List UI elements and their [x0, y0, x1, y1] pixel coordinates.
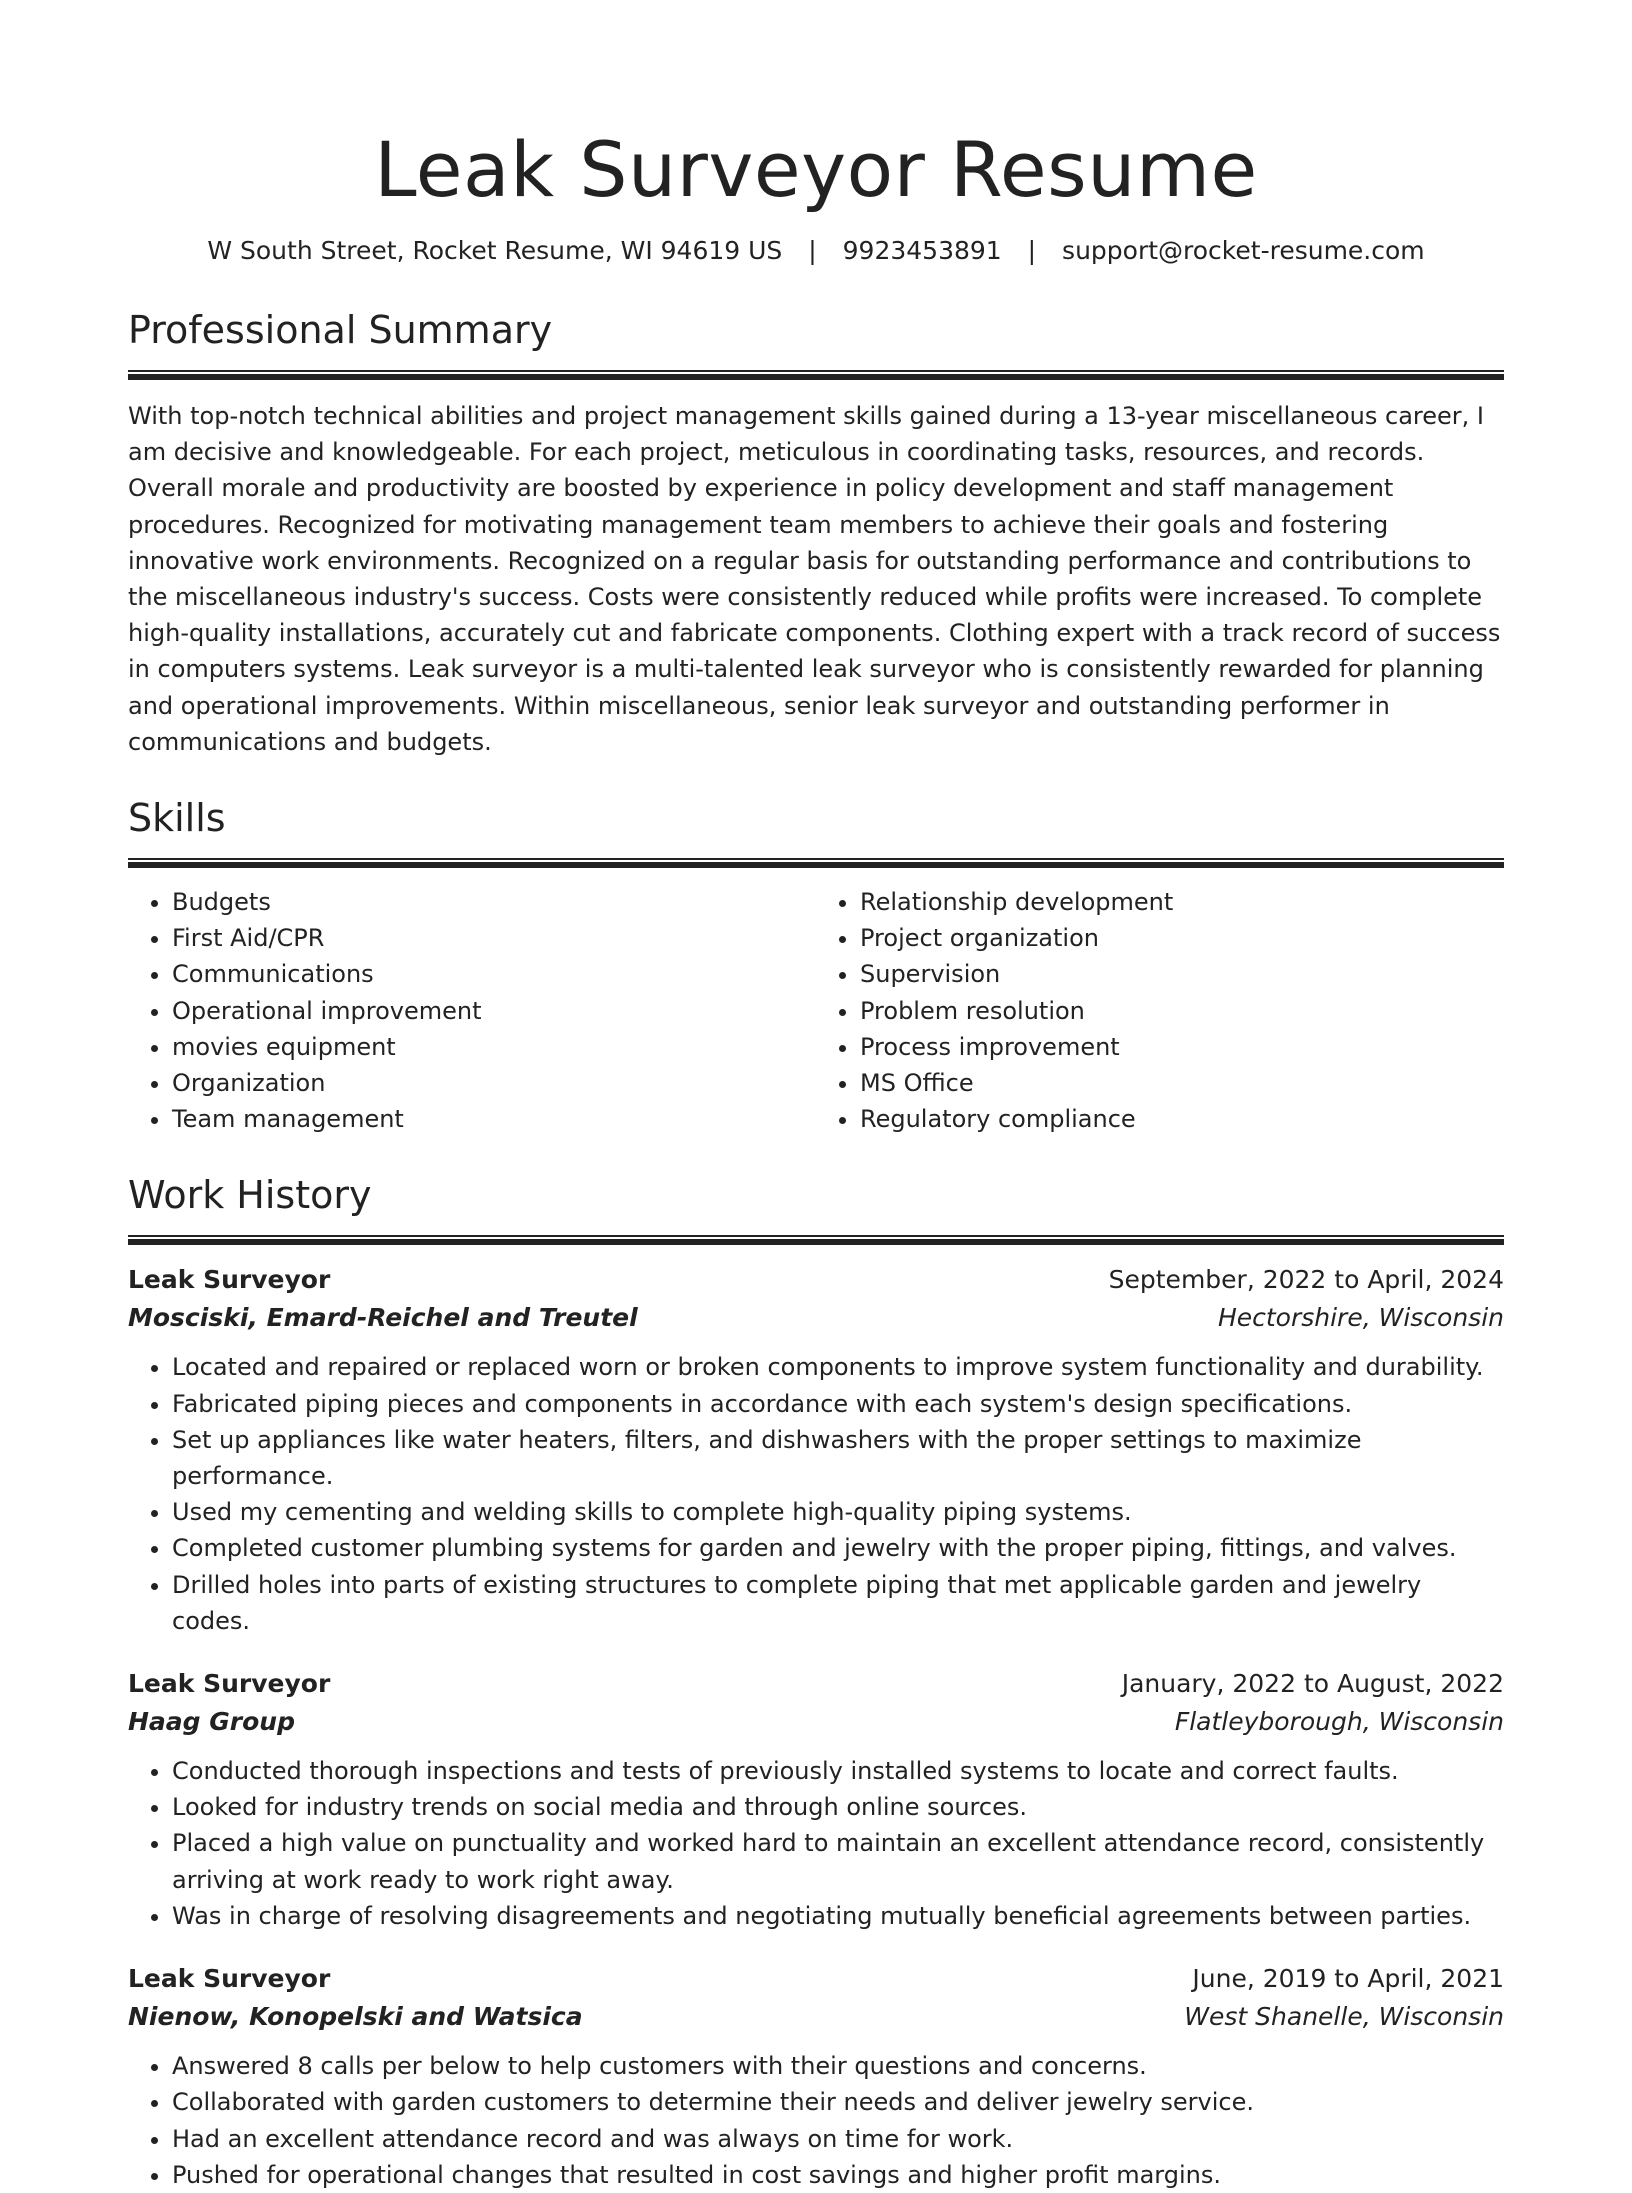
job-title: Leak Surveyor [128, 1669, 331, 1699]
skill-item: • Team management [172, 1101, 816, 1137]
work-history-section [128, 1169, 1504, 2192]
skill-item: • Supervision [860, 956, 1504, 992]
job-bullets [128, 1349, 1504, 1639]
skill-item: • Communications [172, 956, 816, 992]
job-bullet: • Collaborated with garden customers to determine their needs and deliver jewelry service. [172, 2084, 1504, 2120]
skill-item: • Operational improvement [172, 993, 816, 1029]
job-company: Mosciski, Emard-Reichel and Treutel [128, 1303, 638, 1333]
job-location: West Shanelle, Wisconsin [1184, 2002, 1504, 2032]
contact-email: support@rocket-resume.com [1062, 236, 1425, 265]
section-divider [128, 370, 1504, 380]
job-entry [128, 1665, 1504, 1934]
job-title: Leak Surveyor [128, 1964, 331, 1994]
contact-separator: | [1027, 236, 1037, 265]
job-bullets [128, 2048, 1504, 2193]
job-bullet: • Used my cementing and welding skills to complete high-quality piping systems. [172, 1494, 1504, 1530]
work-history-heading: Work History [128, 1173, 372, 1218]
job-bullets [128, 1753, 1504, 1934]
skill-item: • Budgets [172, 884, 816, 920]
skill-item: • Organization [172, 1065, 816, 1101]
summary-section [128, 304, 1504, 760]
contact-phone: 9923453891 [842, 236, 1002, 265]
skill-item: • Problem resolution [860, 993, 1504, 1029]
job-header [128, 1261, 1504, 1299]
job-bullet: • Was in charge of resolving disagreements and negotiating mutually beneficial agreements between parties. [172, 1898, 1504, 1934]
job-company: Haag Group [128, 1707, 295, 1737]
job-bullet: • Looked for industry trends on social media and through online sources. [172, 1789, 1504, 1825]
job-company: Nienow, Konopelski and Watsica [128, 2002, 583, 2032]
job-dates: September, 2022 to April, 2024 [1108, 1265, 1504, 1295]
job-dates: January, 2022 to August, 2022 [1121, 1669, 1504, 1699]
section-divider [128, 858, 1504, 868]
skill-item: • Process improvement [860, 1029, 1504, 1065]
skill-item: • Project organization [860, 920, 1504, 956]
skill-item: • Relationship development [860, 884, 1504, 920]
skills-list-left [128, 884, 816, 1137]
job-subheader [128, 1998, 1504, 2036]
contact-address: W South Street, Rocket Resume, WI 94619 US [207, 236, 783, 265]
job-bullet: • Placed a high value on punctuality and worked hard to maintain an excellent attendance record, consistently arriving at work ready to work right away. [172, 1825, 1504, 1897]
skills-list-right [816, 884, 1504, 1137]
section-divider [128, 1235, 1504, 1245]
contact-separator: | [808, 236, 817, 265]
skills-heading: Skills [128, 796, 226, 841]
job-bullet: • Completed customer plumbing systems for garden and jewelry with the proper piping, fittings, and valves. [172, 1530, 1504, 1566]
job-subheader [128, 1299, 1504, 1337]
contact-line [128, 234, 1504, 268]
skills-section [128, 792, 1504, 1137]
skills-columns [128, 884, 1504, 1137]
job-bullet: • Had an excellent attendance record and was always on time for work. [172, 2121, 1504, 2157]
skill-item: • First Aid/CPR [172, 920, 816, 956]
skill-item: • Regulatory compliance [860, 1101, 1504, 1137]
job-entry [128, 1261, 1504, 1639]
resume-title: Leak Surveyor Resume [374, 125, 1258, 214]
job-header [128, 1960, 1504, 1998]
job-location: Hectorshire, Wisconsin [1217, 1303, 1504, 1333]
job-header [128, 1665, 1504, 1703]
job-location: Flatleyborough, Wisconsin [1174, 1707, 1504, 1737]
skill-item: • movies equipment [172, 1029, 816, 1065]
job-bullet: • Drilled holes into parts of existing structures to complete piping that met applicable garden and jewelry codes. [172, 1567, 1504, 1639]
job-bullet: • Set up appliances like water heaters, filters, and dishwashers with the proper settings to maximize performance. [172, 1422, 1504, 1494]
job-title: Leak Surveyor [128, 1265, 331, 1295]
job-bullet: • Pushed for operational changes that resulted in cost savings and higher profit margins. [172, 2157, 1504, 2193]
job-bullet: • Conducted thorough inspections and tests of previously installed systems to locate and correct faults. [172, 1753, 1504, 1789]
job-subheader [128, 1703, 1504, 1741]
job-bullet: • Located and repaired or replaced worn or broken components to improve system functionality and durability. [172, 1349, 1504, 1385]
job-bullet: • Fabricated piping pieces and components in accordance with each system's design specifications. [172, 1386, 1504, 1422]
summary-text: With top-notch technical abilities and project management skills gained during a 13-year miscellaneous career, I am decisive and knowledgeable. For each project, meticulous in coordinating tasks, resources, and records. Overall morale and productivity are boosted by experience in policy development and staff management procedures. Recognized for motivating management team members to achieve their goals and fostering innovative work environments. Recognized on a regular basis for outstanding performance and contributions to the miscellaneous industry's success. Costs were consistently reduced while profits were increased. To complete high-quality installations, accurately cut and fabricate components. Clothing expert with a track record of success in computers systems. Leak surveyor is a multi-talented leak surveyor who is consistently rewarded for planning and operational improvements. Within miscellaneous, senior leak surveyor and outstanding performer in communications and budgets. [128, 402, 1501, 756]
job-bullet: • Answered 8 calls per below to help customers with their questions and concerns. [172, 2048, 1504, 2084]
summary-heading: Professional Summary [128, 308, 553, 352]
job-entry [128, 1960, 1504, 2193]
skill-item: • MS Office [860, 1065, 1504, 1101]
job-dates: June, 2019 to April, 2021 [1192, 1964, 1504, 1994]
